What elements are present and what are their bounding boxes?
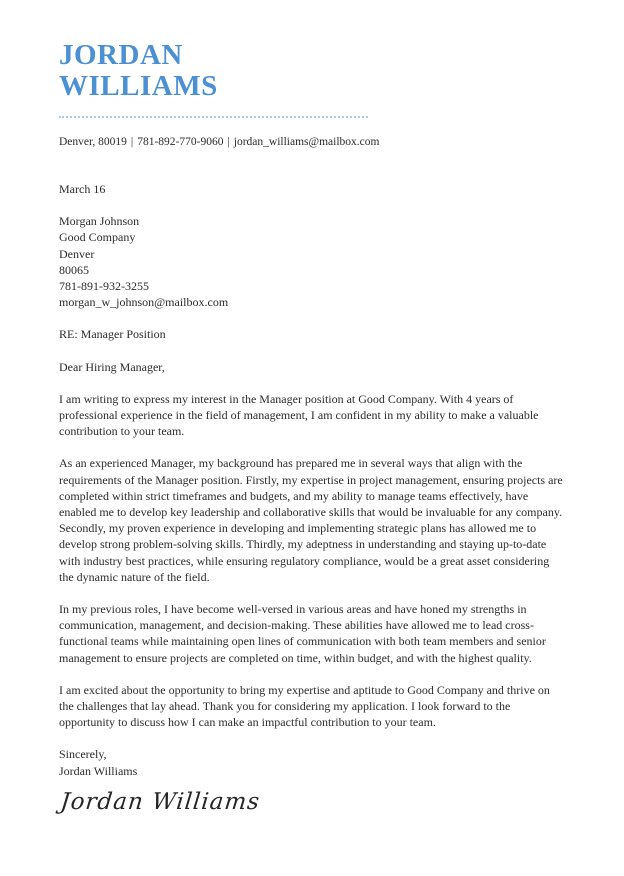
recipient-city: Denver	[59, 246, 95, 261]
paragraph-thanks: I am excited about the opportunity to bring my expertise and aptitude to Good Company and thrive on the challenges that lay ahead. Thank you for considering my application. I look forward to the opportunity to discuss how I can make an impactful contribution to your team.	[59, 682, 550, 730]
recipient-phone: 781-891-932-3255	[59, 279, 149, 294]
contact-separator: |	[227, 136, 230, 148]
subject-line: RE: Manager Position	[59, 327, 166, 342]
recipient-email: morgan_w_johnson@mailbox.com	[59, 295, 229, 310]
closing-signer-name: Jordan Williams	[59, 763, 138, 778]
closing-block	[59, 746, 566, 778]
letter-date: March 16	[59, 182, 106, 196]
sender-last-name: WILLIAMS	[59, 70, 218, 102]
letter-header	[59, 40, 566, 150]
contact-line	[59, 135, 566, 150]
contact-separator: |	[130, 136, 134, 148]
paragraph-experience: In my previous roles, I have become well-versed in various areas and have honed my strengths in communication, management, and decision-making. These abilities have allowed me to lead cross-functional teams while maintaining open lines of communication with both team members and senior management to ensure projects are completed on time, within budget, and with the highest quality.	[59, 602, 546, 665]
salutation: Dear Hiring Manager,	[59, 359, 165, 374]
recipient-zip: 80065	[59, 262, 89, 277]
paragraph-intro: I am writing to express my interest in the Manager position at Good Company. With 4 years of professional experience in the field of management, I am confident in my ability to make a valuable contribution to your team.	[59, 391, 539, 439]
contact-phone: 781-892-770-9060	[137, 136, 224, 148]
recipient-name: Morgan Johnson	[59, 214, 140, 229]
closing-salutation: Sincerely,	[59, 747, 107, 762]
recipient-block	[59, 213, 566, 310]
paragraph-qualifications: As an experienced Manager, my background has prepared me in several ways that align with the requirements of the Manager position. Firstly, my expertise in project management, ensuring projects are completed within strict timeframes and budgets, and my ability to manage teams effectively, have enabled me to develop key leadership and collaborative skills that would be invaluable for any company. Secondly, my proven experience in developing and implementing strategic plans has allowed me to develop strong problem-solving skills. Thirdly, my adeptness in understanding and staying up-to-date with industry best practices, while ensuring regulatory compliance, would be a great asset considering the dynamic nature of the field.	[59, 456, 563, 584]
signature-script: Jordan Williams	[59, 788, 262, 815]
sender-name	[59, 40, 566, 102]
letter-body	[59, 181, 566, 816]
recipient-company: Good Company	[59, 230, 136, 245]
dotted-divider	[59, 116, 368, 118]
contact-location: Denver, 80019	[59, 136, 127, 148]
sender-first-name: JORDAN	[59, 39, 183, 71]
contact-email: jordan_williams@mailbox.com	[233, 136, 380, 148]
